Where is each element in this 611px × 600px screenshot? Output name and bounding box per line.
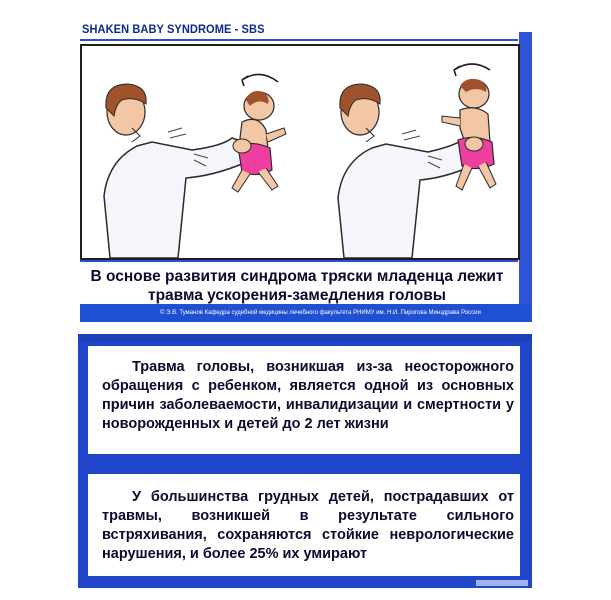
shaking-illustration: [80, 44, 520, 260]
caption-line-1: В основе развития синдрома тряски младенца лежит: [90, 268, 504, 285]
text-box-outcomes: [88, 474, 520, 576]
paragraph-head-trauma: Травма головы, возникшая из-за неосторожного обращения с ребенком, является одной из основных причин заболеваемости, инвалидизации и смертности у новорожденных и детей до 2 лет жизни: [102, 359, 514, 432]
slide-title: SHAKEN BABY SYNDROME - SBS: [82, 22, 265, 36]
slide-caption: [76, 267, 518, 305]
slide-footer: © Э.В. Туманов Кафедра судебной медицины лечебного факультета РНИМУ им. Н.И. Пирогова Минздрава России: [80, 304, 532, 322]
adult-shaking-baby-left: [104, 74, 286, 258]
title-divider: [80, 39, 518, 41]
slide-top-strip: [78, 334, 532, 342]
side-accent-bar: [519, 32, 532, 304]
adult-shaking-baby-right: [338, 64, 496, 258]
caption-line-2: травма ускорения-замедления головы: [147, 287, 446, 304]
slide-shaken-baby: [76, 18, 532, 316]
slide-statistics: [78, 334, 532, 588]
text-box-head-trauma: [88, 346, 520, 454]
caption-divider: [80, 260, 518, 262]
paragraph-outcomes: У большинства грудных детей, пострадавших от травмы, возникшей в результате сильного встряхивания, сохраняются стойкие неврологические нарушения, и более 25% их умирают: [102, 489, 514, 562]
slide-corner-accent: [476, 580, 528, 586]
